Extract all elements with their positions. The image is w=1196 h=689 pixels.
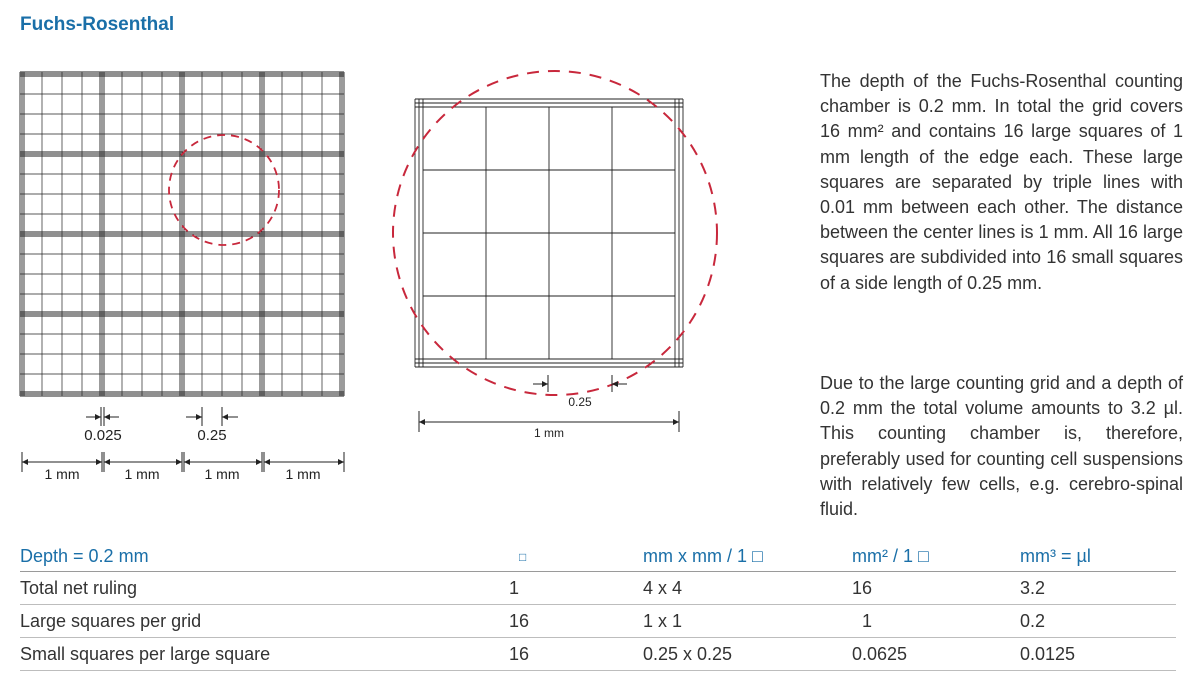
description-paragraph-2: Due to the large counting grid and a depth of 0.2 mm the total volume amounts to 3.2 µl. This counting chamber is, therefore, preferably used for counting cell suspensions with relatively few cells, e.g. cerebro-spinal fluid. (820, 373, 1183, 520)
cell-volume: 3.2 (1020, 572, 1176, 605)
header-dimension: mm x mm / 1 □ (643, 541, 852, 572)
right-dimensions (419, 375, 679, 432)
specification-table (20, 541, 1176, 671)
label-1mm-right: 1 mm (534, 426, 564, 440)
label-025-left: 0.25 (197, 427, 227, 444)
counting-grid-diagram (0, 0, 800, 500)
cell-dimension: 0.25 x 0.25 (643, 638, 852, 671)
cell-area: 1 (852, 605, 1020, 638)
full-grid (20, 72, 344, 396)
description-paragraph-1: The depth of the Fuchs-Rosenthal counting chamber is 0.2 mm. In total the grid covers 16 mm² and contains 16 large squares of 1 mm length of the edge each. These large squares are separated by triple lines with 0.01 mm between each other. The distance between the center lines is 1 mm. All 16 large squares are subdivided into 16 small squares of a side length of 0.25 mm. (820, 71, 1183, 293)
left-dimensions (22, 407, 344, 472)
header-volume: mm³ = µl (1020, 541, 1176, 572)
cell-dimension: 4 x 4 (643, 572, 852, 605)
cell-area: 16 (852, 572, 1020, 605)
label-1mm-c: 1 mm (204, 466, 240, 482)
label-0025: 0.025 (84, 427, 122, 444)
page-title: Fuchs-Rosenthal (20, 14, 175, 35)
table-row (20, 638, 1176, 671)
cell-dimension: 1 x 1 (643, 605, 852, 638)
table-header-row (20, 541, 1176, 572)
zoom-circle-small (169, 135, 279, 245)
cell-volume: 0.0125 (1020, 638, 1176, 671)
row-label: Total net ruling (20, 572, 509, 605)
cell-count: 1 (509, 572, 643, 605)
label-1mm-d: 1 mm (285, 466, 321, 482)
cell-volume: 0.2 (1020, 605, 1176, 638)
label-025-right: 0.25 (568, 395, 592, 409)
label-1mm-a: 1 mm (44, 466, 80, 482)
header-area: mm² / 1 □ (852, 541, 1020, 572)
row-label: Large squares per grid (20, 605, 509, 638)
cell-count: 16 (509, 638, 643, 671)
row-label: Small squares per large square (20, 638, 509, 671)
large-square-detail (415, 99, 683, 367)
table-row (20, 605, 1176, 638)
header-square: □ (509, 541, 643, 572)
header-depth: Depth = 0.2 mm (20, 541, 509, 572)
table-row (20, 572, 1176, 605)
cell-count: 16 (509, 605, 643, 638)
label-1mm-b: 1 mm (124, 466, 160, 482)
cell-area: 0.0625 (852, 638, 1020, 671)
